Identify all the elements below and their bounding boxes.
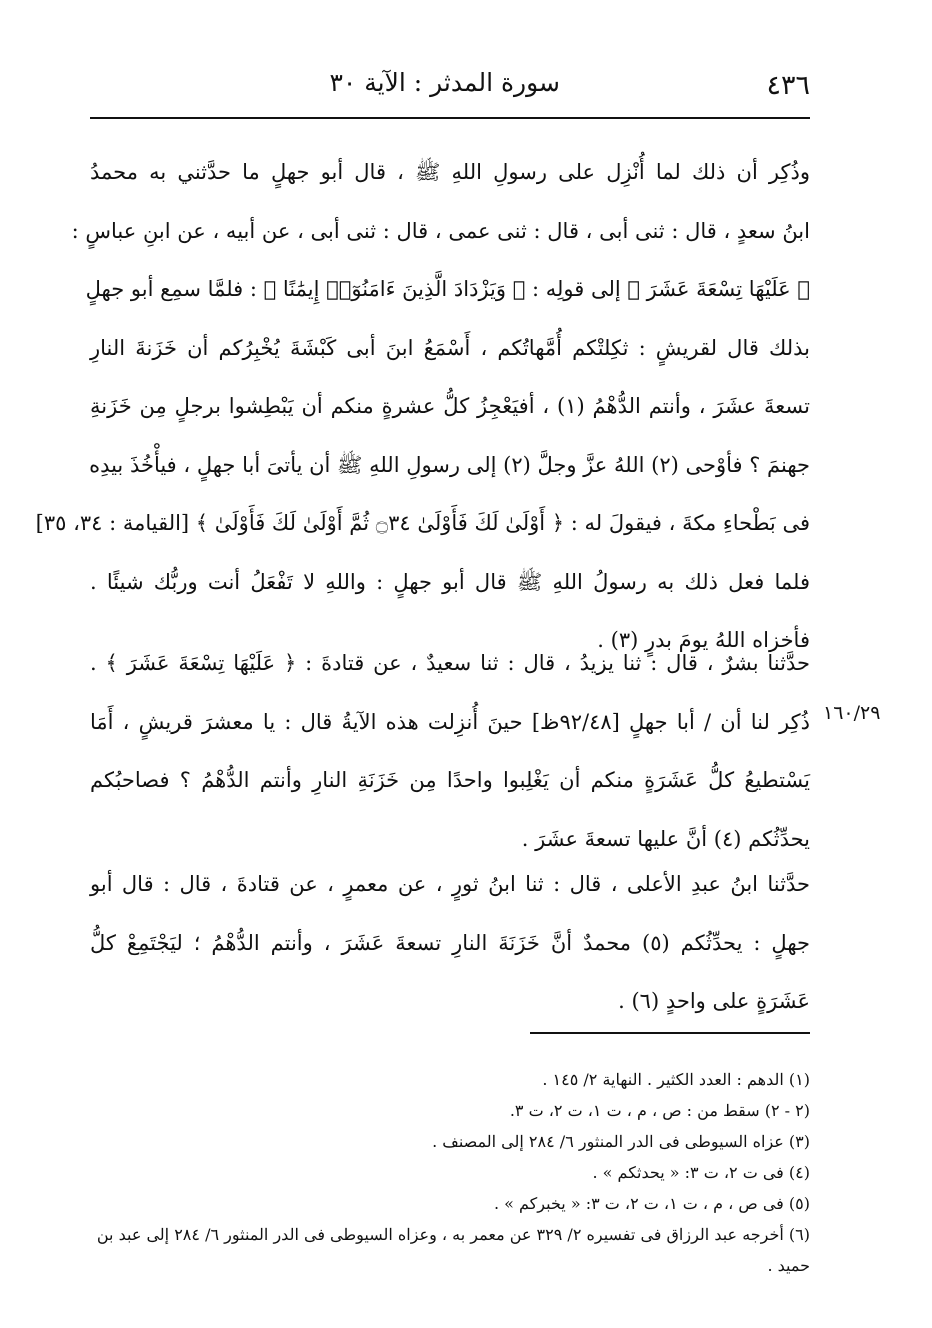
footnote: (٢ - ٢) سقط من : ص ، م ، ت ١، ت ٢، ت ٣.	[509, 1101, 810, 1120]
text-line: ﴿ عَلَيْهَا تِسْعَةَ عَشَرَ ﴾ إلى قولِه : ﴿ وَيَزْدَادَ الَّذِينَ ءَامَنُوٓا۟ إِيمَٰنًا ﴾ : فلمَّا سمِع أبو جهلٍ	[85, 277, 810, 301]
footnotes	[90, 1064, 810, 1281]
text-line: حدَّثنا ابنُ عبدِ الأعلى ، قال : ثنا ابنُ ثورٍ ، عن معمرٍ ، عن قتادةَ ، قال : قال أبو	[90, 872, 810, 896]
text-line: يحدِّثُكم (٤) أنَّ عليها تسعةَ عشَرَ .	[521, 826, 810, 851]
header-rule	[90, 117, 810, 119]
text-line: فلما فعل ذلك به رسولُ اللهِ ﷺ قال أبو جهلٍ : واللهِ لا تَفْعَلُ أنت وربُّك شيئًا .	[90, 569, 810, 594]
text-line: جهلٍ : يحدِّثُكم (٥) محمدٌ أنَّ خَزَنَةَ النارِ تسعةَ عَشَرَ ، وأنتم الدُّهْمُ ؛ ليَجْتَمِعْ كلُّ	[90, 930, 810, 955]
text-line: حدَّثنا بشرٌ ، قال : ثنا يزيدُ ، قال : ثنا سعيدٌ ، عن قتادةَ : ﴿ عَلَيْهَا تِسْعَةَ عَشَرَ ﴾ .	[90, 651, 810, 675]
footnote: (٣) عزاه السيوطى فى الدر المنثور ٦/ ٢٨٤ إلى المصنف .	[432, 1132, 810, 1151]
paragraph-2	[90, 634, 810, 868]
text-line: بذلك قال لقريشٍ : ثكِلتْكم أُمَّهاتُكم ، أَسْمَعُ ابنَ أبى كَبْشَةَ يُخْبِرُكم أن خَزَنةَ النارِ	[90, 335, 810, 360]
running-title: سورة المدثر : الآية ٣٠	[329, 68, 560, 97]
text-line: يَسْتطيعُ كلُّ عَشَرَةٍ منكم أن يَغْلِبوا واحدًا مِن خَزَنَةِ النارِ وأنتم الدُّهْمُ ؟ فصاحبُكم	[90, 768, 810, 792]
text-line: ابنُ سعدٍ ، قال : ثنى أبى ، قال : ثنى عمى ، قال : ثنى أبى ، عن أبيه ، عن ابنِ عباسٍ :	[71, 218, 810, 243]
text-line: تسعةَ عشَرَ ، وأنتم الدُّهْمُ (١) ، أفيَعْجِزُ كلُّ عشرةٍ منكم أن يَبْطِشوا برجلٍ مِن خَزَنةِ	[90, 394, 810, 418]
text-line: وذُكِر أن ذلك لما أُنْزِل على رسولِ اللهِ ﷺ ، قال أبو جهلٍ ما حدَّثني به محمدُ	[90, 160, 810, 184]
paragraph-3	[90, 855, 810, 1031]
text-line: فى بَطْحاءِ مكةَ ، فيقولَ له : ﴿ أَوْلَىٰ لَكَ فَأَوْلَىٰ ۝٣٤ ثُمَّ أَوْلَىٰ لَكَ فَأَوْلَىٰ ﴾ [القيامة : ٣٤، ٣٥]	[35, 511, 810, 535]
page-number: ٤٣٦	[766, 70, 810, 101]
footnote-rule	[530, 1032, 810, 1034]
footnote: حميد .	[767, 1256, 810, 1275]
text-line: ذُكِر لنا أن / أبا جهلٍ [٩٢/٤٨ظ] حينَ أُنزِلت هذه الآيةُ قال : يا معشرَ قريشٍ ، أَمَا	[90, 709, 810, 734]
footnote: (١) الدهم : العدد الكثير . النهاية ٢/ ١٤٥ .	[542, 1070, 810, 1089]
footnote: (٥) فى ص ، م ، ت ١، ت ٢، ت ٣: « يخبركم » .	[493, 1194, 810, 1213]
paragraph-1	[35, 143, 810, 670]
footnote: (٦) أخرجه عبد الرزاق فى تفسيره ٢/ ٣٢٩ عن معمر به ، وعزاه السيوطى فى الدر المنثور ٦/ ٢٨٤ إلى عبد بن	[96, 1225, 810, 1244]
text-line: عَشَرَةٍ على واحدٍ (٦) .	[618, 989, 810, 1013]
text-line: فأخزاه اللهُ يومَ بدرٍ (٣) .	[597, 628, 810, 652]
margin-reference: ١٦٠/٢٩	[823, 702, 881, 724]
footnote: (٤) فى ت ٢، ت ٣: « يحدثكم » .	[592, 1163, 810, 1182]
text-line: جهنمَ ؟ فأوْحى (٢) اللهُ عزَّ وجلَّ (٢) إلى رسولِ اللهِ ﷺ أن يأتىَ أبا جهلٍ ، فيأْخُذَ بيدِه	[89, 452, 810, 477]
page-header	[90, 62, 810, 112]
